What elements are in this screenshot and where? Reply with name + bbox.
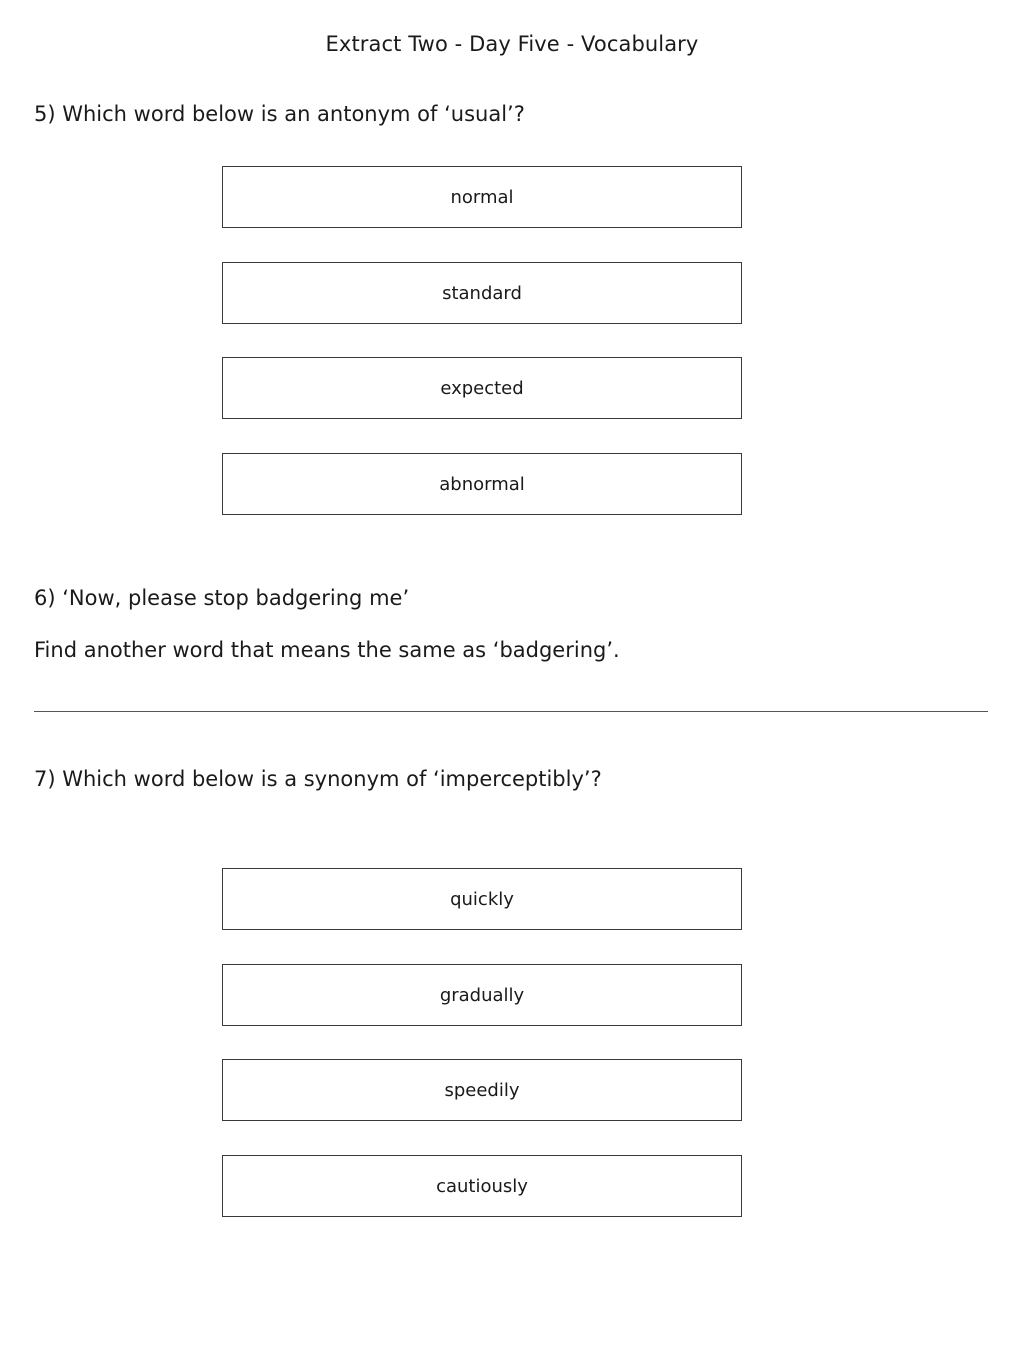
question-7-prompt: 7) Which word below is a synonym of ‘imperceptibly’? <box>34 767 602 791</box>
question-6-prompt: 6) ‘Now, please stop badgering me’ <box>34 586 410 610</box>
q6-answer-line[interactable] <box>34 711 988 712</box>
q7-option-speedily[interactable]: speedily <box>222 1059 742 1121</box>
q5-option-normal[interactable]: normal <box>222 166 742 228</box>
q7-option-cautiously[interactable]: cautiously <box>222 1155 742 1217</box>
question-5-prompt: 5) Which word below is an antonym of ‘usual’? <box>34 102 525 126</box>
question-6-instruction: Find another word that means the same as ‘badgering’. <box>34 638 620 662</box>
q5-option-standard[interactable]: standard <box>222 262 742 324</box>
page-title: Extract Two - Day Five - Vocabulary <box>325 32 699 56</box>
q7-option-gradually[interactable]: gradually <box>222 964 742 1026</box>
q5-option-expected[interactable]: expected <box>222 357 742 419</box>
q5-option-abnormal[interactable]: abnormal <box>222 453 742 515</box>
q7-option-quickly[interactable]: quickly <box>222 868 742 930</box>
